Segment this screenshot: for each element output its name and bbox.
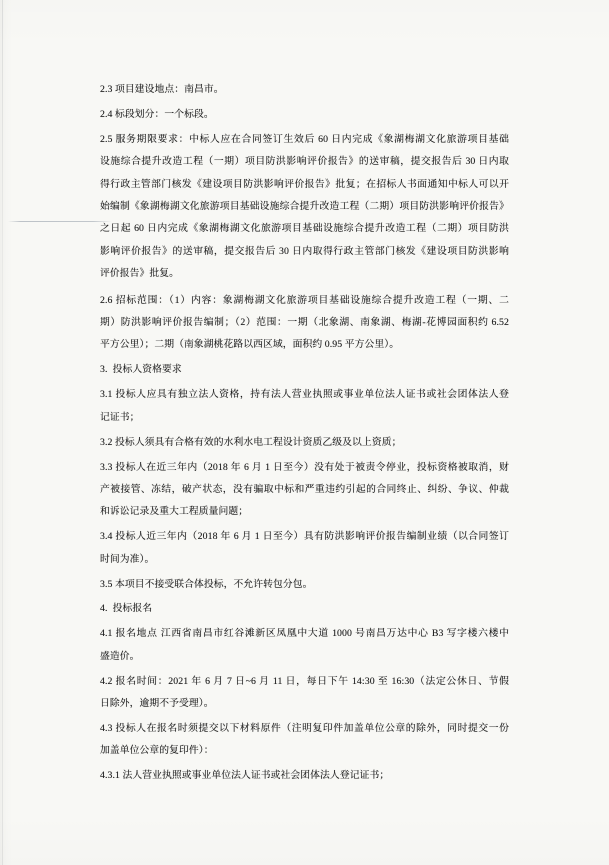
paragraph bbox=[100, 526, 509, 571]
text-line: 始编制《象湖梅湖文化旅游项目基础设施综合提升改造工程（二期）项目防洪影响评价报告》 bbox=[100, 201, 509, 213]
text-line: 4.3 投标人在报名时须提交以下材料原件（注明复印件加盖单位公章的除外，同时提交一份 bbox=[100, 722, 509, 734]
text-line: 影响评价报告》的送审稿，提交报告后 30 日内取得行政主管部门核发《建设项目防洪影响 bbox=[100, 245, 509, 257]
text-line: 2.6 招标范围：（1）内容：象湖梅湖文化旅游项目基础设施综合提升改造工程（一期、二 bbox=[100, 294, 509, 306]
paragraph bbox=[100, 79, 509, 101]
text-line: 产被接管、冻结，破产状态，没有骗取中标和严重违约引起的合同终止、纠纷、争议、仲裁 bbox=[100, 483, 509, 495]
text-line: 得行政主管部门核发《建设项目防洪影响评价报告》批复；在招标人书面通知中标人可以开 bbox=[100, 178, 509, 190]
text-line: 3.4 投标人近三年内（2018 年 6 月 1 日至今）具有防洪影响评价报告编制业绩（以合同签订 bbox=[100, 531, 509, 543]
text-line: 2.4 标段划分：一个标段。 bbox=[100, 108, 214, 120]
text-line: 平方公里）；二期（南象湖桃花路以西区域，面积约 0.95 平方公里）。 bbox=[100, 339, 400, 351]
paragraph bbox=[100, 718, 509, 763]
paragraph bbox=[100, 129, 509, 286]
paragraph bbox=[100, 359, 509, 381]
paragraph bbox=[100, 104, 509, 126]
document-body bbox=[100, 79, 509, 790]
paragraph bbox=[100, 623, 509, 668]
text-line: 3. 投标人资格要求 bbox=[100, 364, 182, 376]
paragraph bbox=[100, 457, 509, 524]
text-line: 2.5 服务期限要求：中标人应在合同签订生效后 60 日内完成《象湖梅湖文化旅游项目基础 bbox=[100, 133, 509, 145]
crease-mark bbox=[8, 221, 112, 222]
paragraph bbox=[100, 671, 509, 716]
text-line: 记证书； bbox=[100, 411, 140, 423]
text-line: 日除外，逾期不予受理）。 bbox=[100, 698, 214, 710]
text-line: 4.1 报名地点 江西省南昌市红谷滩新区凤凰中大道 1000 号南昌万达中心 B3 写字楼六楼中 bbox=[100, 628, 509, 640]
text-line: 评价报告》批复。 bbox=[100, 268, 180, 280]
text-line: 3.5 本项目不接受联合体投标，不允许转包分包。 bbox=[100, 578, 313, 590]
text-line: 之日起 60 日内完成《象湖梅湖文化旅游项目基础设施综合提升改造工程（二期）项目防洪 bbox=[100, 223, 509, 235]
text-line: 3.2 投标人须具有合格有效的水利水电工程设计资质乙级及以上资质； bbox=[100, 436, 402, 448]
text-line: 4.3.1 法人营业执照或事业单位法人证书或社会团体法人登记证书； bbox=[100, 770, 390, 782]
text-line: 3.1 投标人应具有独立法人资格，持有法人营业执照或事业单位法人证书或社会团体法人登 bbox=[100, 389, 509, 401]
paragraph bbox=[100, 765, 509, 787]
text-line: 4.2 报名时间：2021 年 6 月 7 日~6 月 11 日，每日下午 14:30 至 16:30（法定公休日、节假 bbox=[100, 675, 509, 687]
text-line: 期）防洪影响评价报告编制；（2）范围：一期（北象湖、南象湖、梅湖-花博园面积约 6.52 bbox=[100, 317, 509, 329]
text-line: 设施综合提升改造工程（一期）项目防洪影响评价报告》的送审稿，提交报告后 30 日内取 bbox=[100, 156, 509, 168]
text-line: 时间为准）。 bbox=[100, 553, 155, 565]
text-line: 2.3 项目建设地点：南昌市。 bbox=[100, 84, 224, 95]
text-line: 4. 投标报名 bbox=[100, 603, 153, 615]
paragraph bbox=[100, 432, 509, 454]
text-line: 和诉讼记录及重大工程质量问题； bbox=[100, 506, 249, 518]
text-line: 加盖单位公章的复印件）： bbox=[100, 745, 214, 757]
paragraph bbox=[100, 598, 509, 620]
text-line: 盛造价。 bbox=[100, 650, 140, 662]
text-line: 3.3 投标人在近三年内（2018 年 6 月 1 日至今）没有处于被责令停业，投标资格被取消，财 bbox=[100, 461, 509, 473]
paragraph bbox=[100, 384, 509, 429]
paragraph bbox=[100, 290, 509, 357]
paragraph bbox=[100, 574, 509, 596]
scan-left-edge-line bbox=[2, 0, 3, 865]
